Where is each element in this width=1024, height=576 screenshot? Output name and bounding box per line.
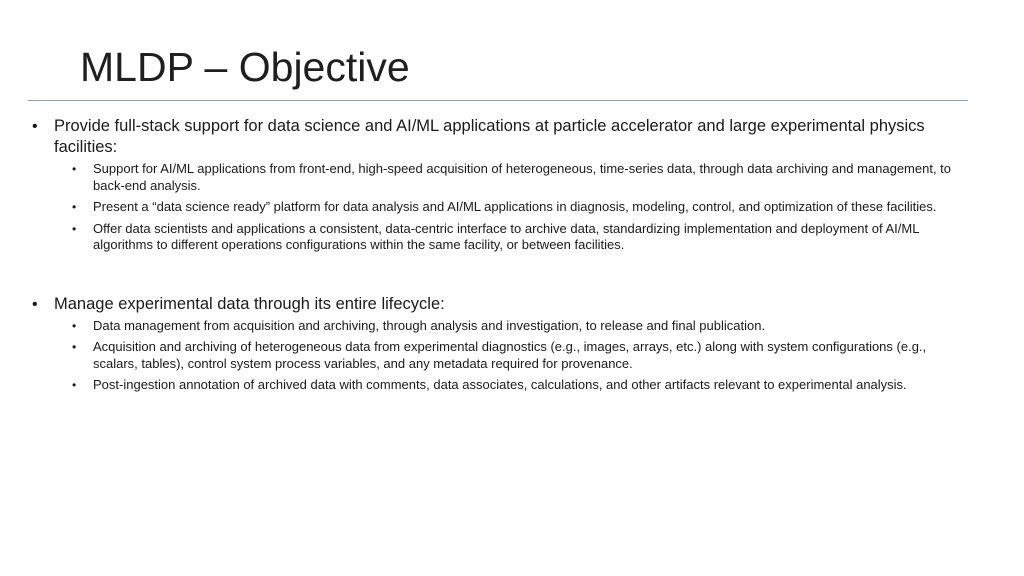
- bullet-level2-text: Present a “data science ready” platform for data analysis and AI/ML applications in diagnosis, modeling, control, and optimization of these facilities.: [93, 199, 937, 214]
- bullet-dot: •: [72, 200, 77, 214]
- bullet-level1: [32, 294, 962, 315]
- bullet-level2: [54, 199, 962, 216]
- bullet-level2-text: Acquisition and archiving of heterogeneous data from experimental diagnostics (e.g., images, arrays, etc.) along with system configurations (e.g., scalars, tables), control system process variables, and any metadata required for provenance.: [93, 339, 927, 371]
- bullet-group-1: [32, 116, 962, 254]
- title-divider: [28, 100, 968, 101]
- bullet-dot: •: [72, 318, 77, 333]
- bullet-dot: •: [72, 221, 77, 236]
- bullet-dot: •: [72, 378, 77, 392]
- bullet-dot: •: [72, 162, 77, 176]
- bullet-level1: [32, 116, 962, 158]
- slide-title: MLDP – Objective: [80, 44, 410, 90]
- bullet-dot: •: [32, 118, 38, 135]
- bullet-level2-text: Offer data scientists and applications a consistent, data-centric interface to archive data, standardizing implementation and deployment of AI/ML algorithms to different operations configurations within the same facility, or between facilities.: [93, 220, 919, 252]
- bullet-level2: [54, 377, 962, 394]
- bullet-dot: •: [72, 340, 77, 354]
- bullet-level1-text: Manage experimental data through its entire lifecycle:: [54, 294, 445, 313]
- bullet-level2: [54, 318, 962, 335]
- bullet-level2-text: Post-ingestion annotation of archived data with comments, data associates, calculations, and other artifacts relevant to experimental analysis.: [93, 377, 907, 392]
- bullet-level2: [54, 221, 962, 254]
- sub-bullet-list: [32, 318, 962, 394]
- bullet-level2: [54, 161, 962, 194]
- bullet-group-2: [32, 294, 962, 394]
- bullet-level1-text: Provide full-stack support for data science and AI/ML applications at particle accelerator and large experimental physics facilities:: [54, 117, 925, 156]
- bullet-level2-text: Data management from acquisition and archiving, through analysis and investigation, to release and final publication.: [93, 317, 766, 333]
- sub-bullet-list: [32, 161, 962, 254]
- bullet-level2-text: Support for AI/ML applications from front-end, high-speed acquisition of heterogeneous, time-series data, through data archiving and management, to back-end analysis.: [93, 161, 952, 193]
- bullet-level2: [54, 339, 962, 372]
- slide-body: [32, 116, 962, 399]
- bullet-dot: •: [32, 295, 38, 313]
